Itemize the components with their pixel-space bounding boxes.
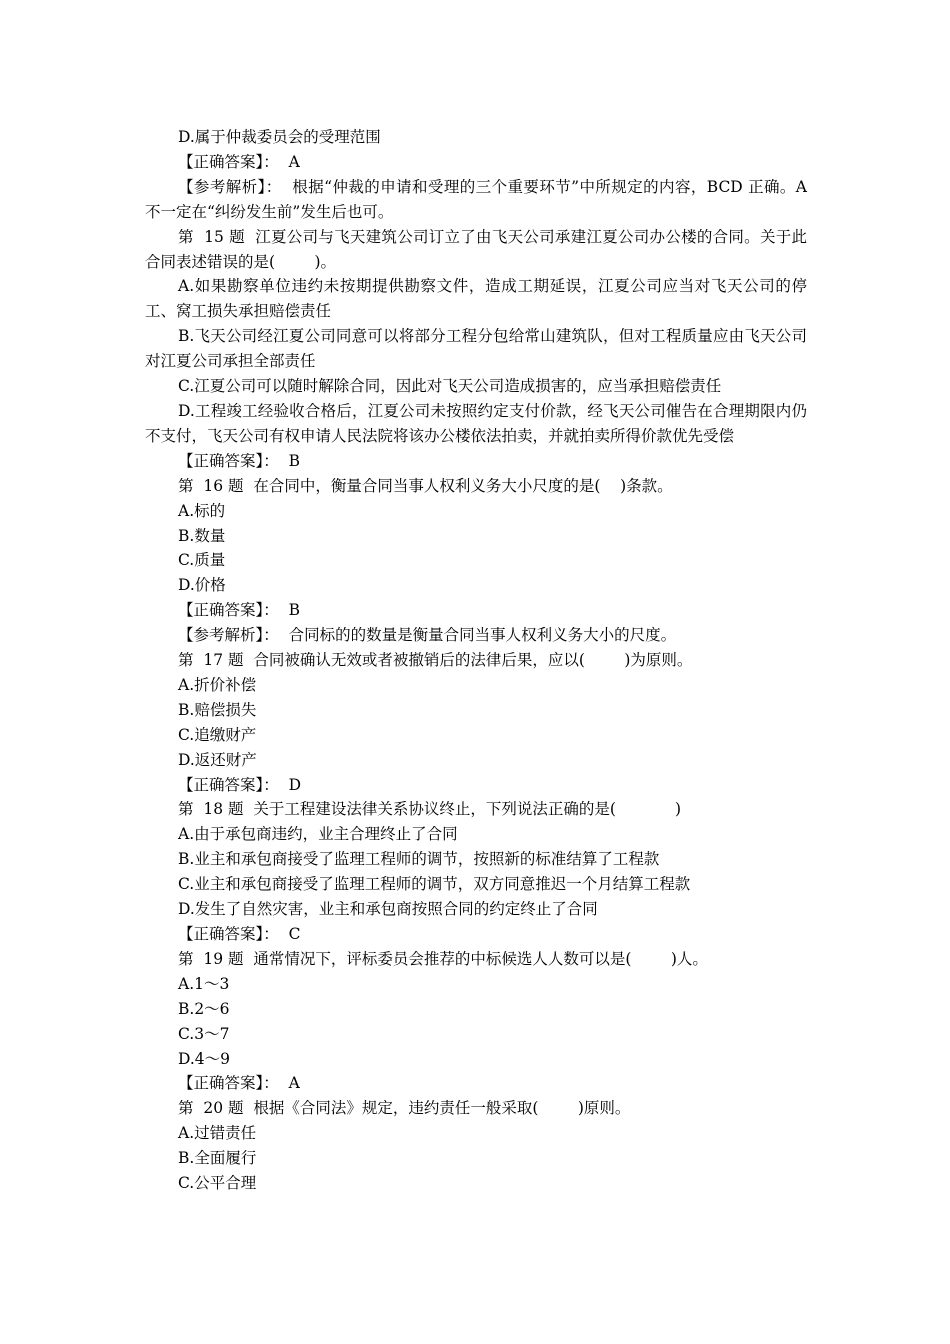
option-c: C.追缴财产 (178, 725, 257, 744)
option-c: C.江夏公司可以随时解除合同，因此对飞天公司造成损害的，应当承担赔偿责任 (178, 377, 722, 396)
option-d: D.工程竣工经验收合格后，江夏公司未按照约定支付价款，经飞天公司催告在合理期限内仍不支付，飞天公司有权申请人民法院将该办公楼依法拍卖，并就拍卖所得价款优先受偿 (145, 401, 807, 445)
option-a: A.标的 (178, 501, 226, 520)
answer-line: 【正确答案】： B (178, 601, 300, 620)
text-line: D.属于仲裁委员会的受理范围 (178, 128, 381, 146)
option-d: D.4～9 (178, 1049, 231, 1068)
option-c: C.质量 (178, 551, 226, 570)
question-15: 第 15 题 江夏公司与飞天建筑公司订立了由飞天公司承建江夏公司办公楼的合同。关于此合同表述错误的是( )。 (145, 227, 807, 271)
question-19: 第 19 题 通常情况下，评标委员会推荐的中标候选人人数可以是( )人。 (178, 949, 708, 968)
document-page (145, 125, 812, 1196)
option-c: C.业主和承包商接受了监理工程师的调节，双方同意推迟一个月结算工程款 (178, 875, 691, 894)
question-16: 第 16 题 在合同中，衡量合同当事人权利义务大小尺度的是( )条款。 (178, 476, 673, 495)
option-d: D.价格 (178, 576, 226, 595)
question-17: 第 17 题 合同被确认无效或者被撤销后的法律后果，应以( )为原则。 (178, 651, 693, 670)
answer-line: 【正确答案】： B (178, 451, 300, 470)
option-d: D.发生了自然灾害，业主和承包商按照合同的约定终止了合同 (178, 900, 598, 919)
option-c: C.3～7 (178, 1024, 230, 1043)
option-b: B.全面履行 (178, 1149, 257, 1168)
option-b: B.数量 (178, 526, 226, 545)
answer-line: 【正确答案】： A (178, 152, 300, 171)
explanation-line: 【参考解析】： 根据“仲裁的申请和受理的三个重要环节”中所规定的内容，BCD 正确。A 不一定在“纠纷发生前”发生后也可。 (145, 177, 812, 221)
explanation-line: 【参考解析】： 合同标的的数量是衡量合同当事人权利义务大小的尺度。 (178, 626, 677, 645)
option-a: A.1～3 (178, 974, 230, 993)
option-b: B.赔偿损失 (178, 700, 257, 719)
option-a: A.折价补偿 (178, 675, 257, 694)
option-d: D.返还财产 (178, 750, 257, 769)
option-b: B.飞天公司经江夏公司同意可以将部分工程分包给常山建筑队，但对工程质量应由飞天公司对江夏公司承担全部责任 (145, 327, 807, 371)
answer-line: 【正确答案】： C (178, 925, 301, 943)
option-a: A.过错责任 (178, 1124, 257, 1143)
option-b: B.业主和承包商接受了监理工程师的调节，按照新的标准结算了工程款 (178, 850, 660, 869)
option-b: B.2～6 (178, 999, 230, 1018)
question-18: 第 18 题 关于工程建设法律关系协议终止，下列说法正确的是( ) (178, 800, 682, 819)
answer-line: 【正确答案】： A (178, 1074, 300, 1093)
option-a: A.如果勘察单位违约未按期提供勘察文件，造成工期延误，江夏公司应当对飞天公司的停工、窝工损失承担赔偿责任 (145, 277, 807, 321)
option-c: C.公平合理 (178, 1174, 257, 1193)
question-20: 第 20 题 根据《合同法》规定，违约责任一般采取( )原则。 (178, 1099, 631, 1118)
option-a: A.由于承包商违约，业主合理终止了合同 (178, 825, 458, 844)
answer-line: 【正确答案】： D (178, 775, 302, 794)
